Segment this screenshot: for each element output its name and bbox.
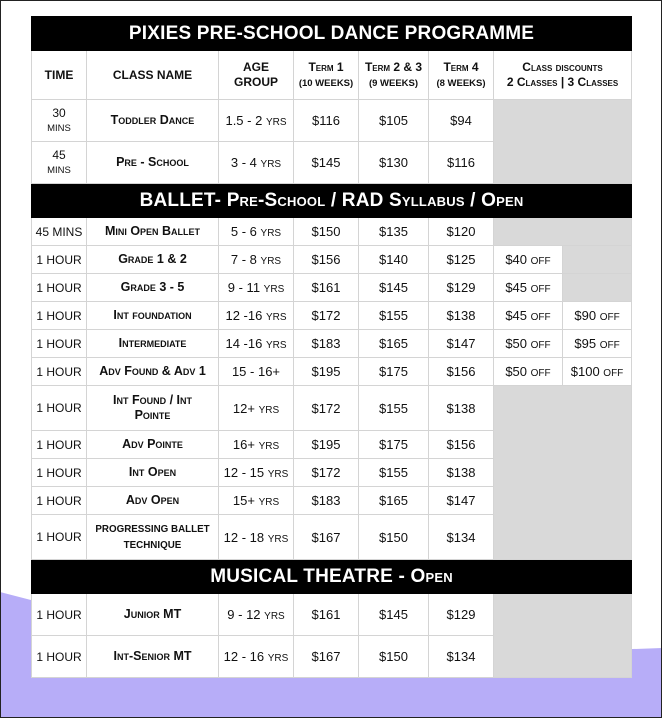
- term4-price: $156: [429, 431, 494, 459]
- class-name-cell: PROGRESSING BALLET TECHNIQUE: [87, 515, 219, 560]
- table-row: [32, 594, 632, 636]
- class-name-cell: Grade 3 - 5: [87, 274, 219, 302]
- term23-price: $175: [359, 431, 429, 459]
- time-cell: 1 HOUR: [32, 431, 87, 459]
- discount-3-classes: $90 OFF: [563, 302, 632, 330]
- term1-price: $172: [294, 302, 359, 330]
- dance-programme-table: [31, 16, 632, 678]
- class-name-cell: Adv Found & Adv 1: [87, 358, 219, 386]
- discount-3-classes: $95 OFF: [563, 330, 632, 358]
- term4-price: $116: [429, 142, 494, 184]
- term23-price: $155: [359, 386, 429, 431]
- term23-price: $105: [359, 100, 429, 142]
- term1-price: $167: [294, 636, 359, 678]
- term23-price: $150: [359, 515, 429, 560]
- time-cell: 1 HOUR: [32, 386, 87, 431]
- time-cell: 30 MINS: [32, 100, 87, 142]
- term1-price: $150: [294, 218, 359, 246]
- time-cell: 1 HOUR: [32, 358, 87, 386]
- term23-price: $165: [359, 330, 429, 358]
- age-cell: 12 - 16 YRS: [219, 636, 294, 678]
- table-row: [32, 218, 632, 246]
- time-cell: 1 HOUR: [32, 515, 87, 560]
- term1-price: $116: [294, 100, 359, 142]
- term4-price: $129: [429, 594, 494, 636]
- class-name-cell: Adv Open: [87, 487, 219, 515]
- time-cell: 1 HOUR: [32, 274, 87, 302]
- header-time: TIME: [32, 51, 87, 100]
- age-cell: 15 - 16+: [219, 358, 294, 386]
- term1-price: $195: [294, 431, 359, 459]
- column-header-row: [32, 51, 632, 100]
- table-row: [32, 386, 632, 431]
- class-name-cell: Adv Pointe: [87, 431, 219, 459]
- header-term-2-3: Term 2 & 3 (9 WEEKS): [359, 51, 429, 100]
- musical-theatre-section-title: MUSICAL THEATRE - Open: [32, 560, 632, 594]
- term23-price: $175: [359, 358, 429, 386]
- age-cell: 12 - 15 YRS: [219, 459, 294, 487]
- age-cell: 14 -16 YRS: [219, 330, 294, 358]
- term1-price: $167: [294, 515, 359, 560]
- discount-2-classes: $40 OFF: [494, 246, 563, 274]
- discount-3-classes: $100 OFF: [563, 358, 632, 386]
- discount-2-classes: $45 OFF: [494, 302, 563, 330]
- class-name-cell: Pre - School: [87, 142, 219, 184]
- age-cell: 3 - 4 YRS: [219, 142, 294, 184]
- term23-price: $150: [359, 636, 429, 678]
- term4-price: $129: [429, 274, 494, 302]
- age-cell: 12 -16 YRS: [219, 302, 294, 330]
- term4-price: $94: [429, 100, 494, 142]
- term1-price: $161: [294, 594, 359, 636]
- term4-price: $138: [429, 386, 494, 431]
- class-name-cell: Junior MT: [87, 594, 219, 636]
- term23-price: $140: [359, 246, 429, 274]
- age-cell: 15+ YRS: [219, 487, 294, 515]
- time-cell: 1 HOUR: [32, 246, 87, 274]
- discount-empty-cell: [563, 246, 632, 274]
- discount-empty-cell: [494, 594, 632, 678]
- term23-price: $145: [359, 594, 429, 636]
- discount-2-classes: $50 OFF: [494, 358, 563, 386]
- header-class-discounts: Class discounts 2 Classes | 3 Classes: [494, 51, 632, 100]
- term4-price: $156: [429, 358, 494, 386]
- ballet-section-title: BALLET- Pre-School / RAD Syllabus / Open: [32, 184, 632, 218]
- age-cell: 9 - 12 YRS: [219, 594, 294, 636]
- header-class-name: CLASS NAME: [87, 51, 219, 100]
- age-cell: 7 - 8 YRS: [219, 246, 294, 274]
- term1-price: $195: [294, 358, 359, 386]
- table-row: [32, 246, 632, 274]
- term1-price: $161: [294, 274, 359, 302]
- price-table-sheet: [31, 16, 631, 678]
- term1-price: $156: [294, 246, 359, 274]
- class-name-cell: Toddler Dance: [87, 100, 219, 142]
- term23-price: $145: [359, 274, 429, 302]
- time-cell: 45 MINS: [32, 142, 87, 184]
- age-cell: 12+ YRS: [219, 386, 294, 431]
- term4-price: $120: [429, 218, 494, 246]
- term23-price: $155: [359, 459, 429, 487]
- time-cell: 1 HOUR: [32, 594, 87, 636]
- discount-empty-cell: [494, 100, 632, 184]
- term4-price: $147: [429, 487, 494, 515]
- age-cell: 12 - 18 YRS: [219, 515, 294, 560]
- class-name-cell: Int Found / Int Pointe: [87, 386, 219, 431]
- class-name-cell: Mini Open Ballet: [87, 218, 219, 246]
- header-term-4: Term 4 (8 WEEKS): [429, 51, 494, 100]
- class-name-cell: Intermediate: [87, 330, 219, 358]
- class-name-cell: Int-Senior MT: [87, 636, 219, 678]
- term23-price: $155: [359, 302, 429, 330]
- age-cell: 1.5 - 2 YRS: [219, 100, 294, 142]
- term1-price: $172: [294, 459, 359, 487]
- table-row: [32, 302, 632, 330]
- time-cell: 1 HOUR: [32, 302, 87, 330]
- class-name-cell: Int Open: [87, 459, 219, 487]
- discount-empty-cell: [494, 218, 632, 246]
- table-row: [32, 100, 632, 142]
- term1-price: $183: [294, 330, 359, 358]
- time-cell: 1 HOUR: [32, 636, 87, 678]
- time-cell: 1 HOUR: [32, 487, 87, 515]
- header-age-group: AGE GROUP: [219, 51, 294, 100]
- term4-price: $134: [429, 636, 494, 678]
- table-row: [32, 358, 632, 386]
- term4-price: $138: [429, 302, 494, 330]
- time-cell: 1 HOUR: [32, 330, 87, 358]
- discount-2-classes: $45 OFF: [494, 274, 563, 302]
- discount-empty-cell: [494, 386, 632, 560]
- age-cell: 16+ YRS: [219, 431, 294, 459]
- table-row: [32, 274, 632, 302]
- class-name-cell: Grade 1 & 2: [87, 246, 219, 274]
- age-cell: 9 - 11 YRS: [219, 274, 294, 302]
- header-term-1: Term 1 (10 WEEKS): [294, 51, 359, 100]
- term4-price: $138: [429, 459, 494, 487]
- table-row: [32, 330, 632, 358]
- time-cell: 45 MINS: [32, 218, 87, 246]
- term4-price: $147: [429, 330, 494, 358]
- term1-price: $183: [294, 487, 359, 515]
- discount-2-classes: $50 OFF: [494, 330, 563, 358]
- discount-empty-cell: [563, 274, 632, 302]
- term23-price: $130: [359, 142, 429, 184]
- programme-title: PIXIES PRE-SCHOOL DANCE PROGRAMME: [32, 17, 632, 51]
- term23-price: $165: [359, 487, 429, 515]
- term1-price: $145: [294, 142, 359, 184]
- term4-price: $134: [429, 515, 494, 560]
- term1-price: $172: [294, 386, 359, 431]
- age-cell: 5 - 6 YRS: [219, 218, 294, 246]
- time-cell: 1 HOUR: [32, 459, 87, 487]
- term4-price: $125: [429, 246, 494, 274]
- class-name-cell: Int foundation: [87, 302, 219, 330]
- term23-price: $135: [359, 218, 429, 246]
